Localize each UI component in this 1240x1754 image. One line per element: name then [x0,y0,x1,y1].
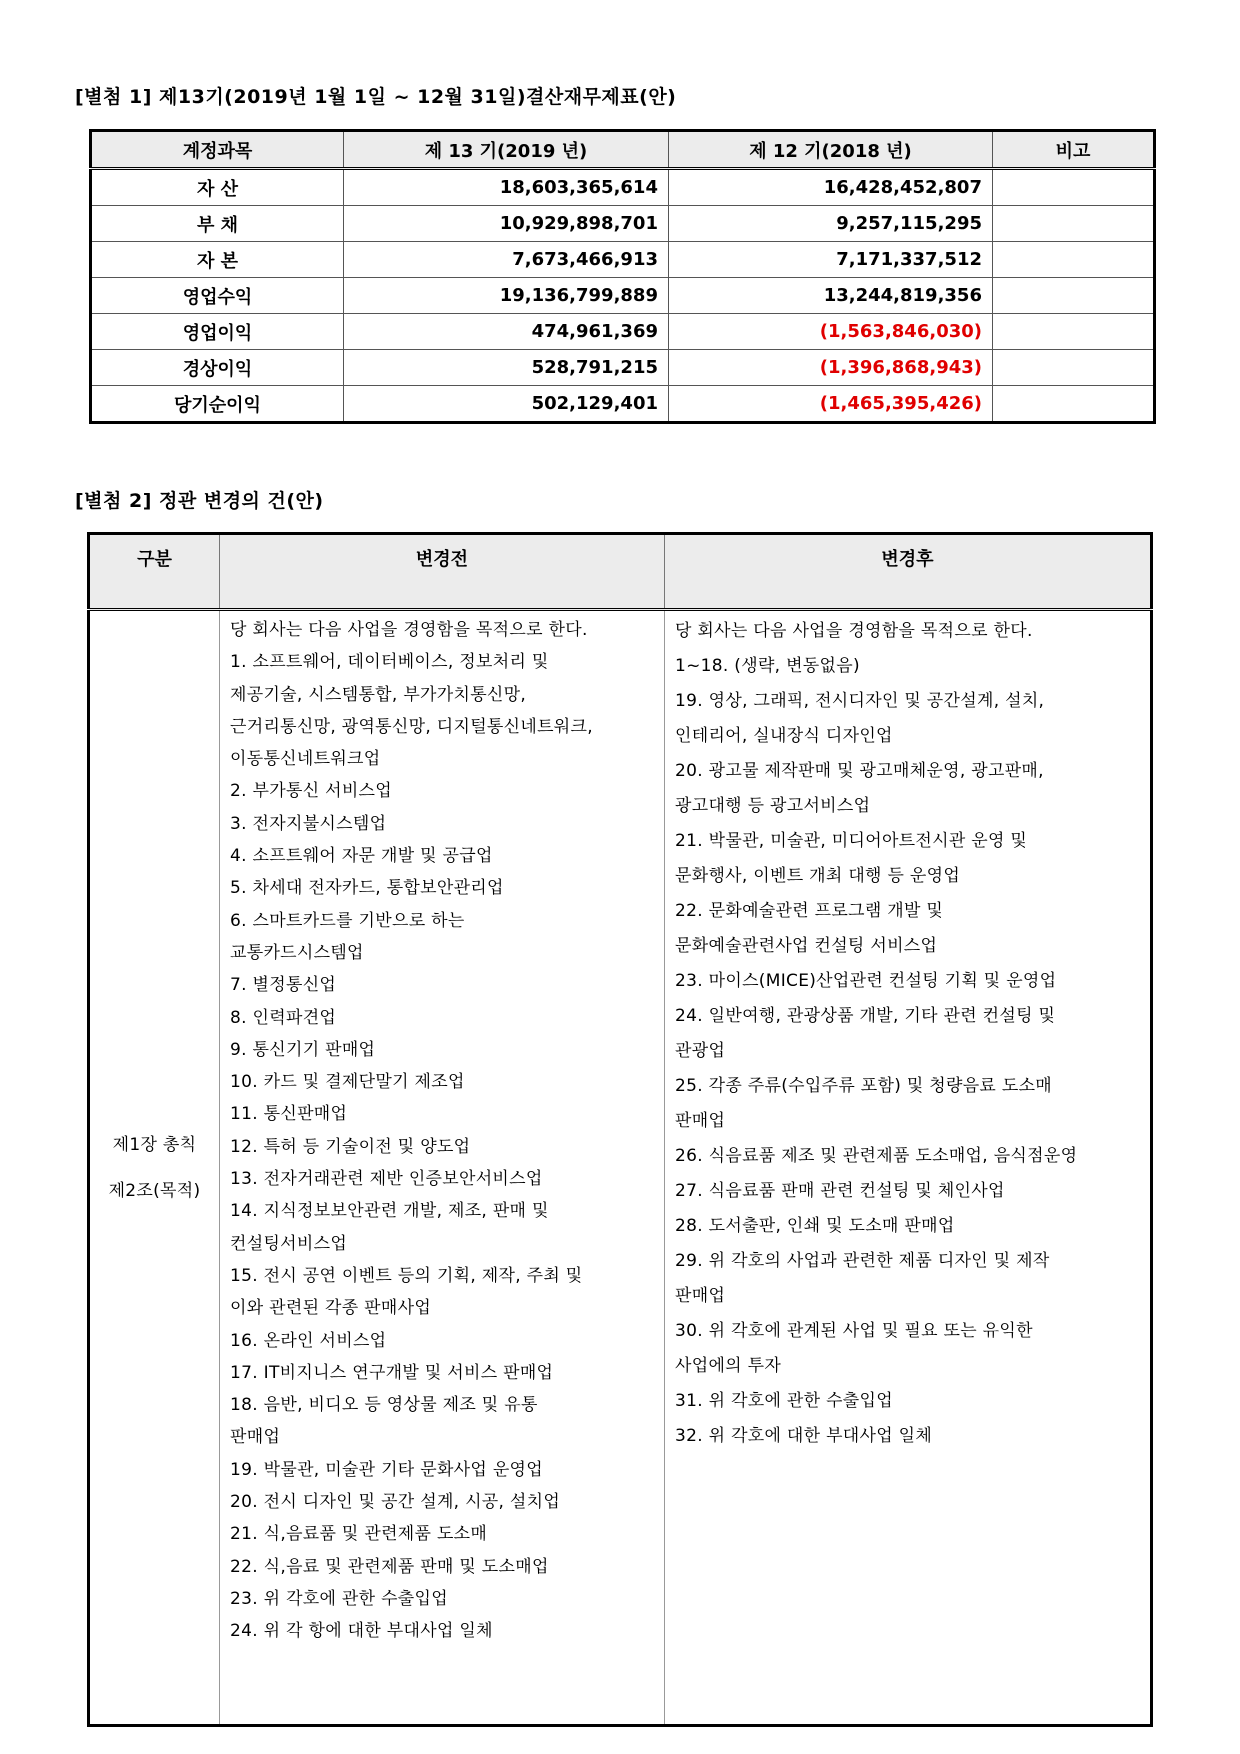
value-2018-cell: (1,396,868,943) [669,350,993,386]
after-item: 사업에의 투자 [675,1356,782,1376]
before-item: 교통카드시스템업 [230,942,364,963]
note-cell [993,386,1155,423]
table-row [91,169,1155,206]
after-item: 32. 위 각호에 대한 부대사업 일체 [675,1426,933,1446]
before-item: 17. IT비지니스 연구개발 및 서비스 판매업 [230,1362,554,1383]
header-note: 비고 [993,131,1155,169]
after-item: 20. 광고물 제작판매 및 광고매체운영, 광고판매, [675,761,1044,781]
before-item: 10. 카드 및 결제단말기 제조업 [230,1072,465,1093]
before-item: 판매업 [230,1427,281,1448]
value-2018-cell: (1,465,395,426) [669,386,993,423]
account-cell: 당기순이익 [91,386,344,423]
after-item: 19. 영상, 그래픽, 전시디자인 및 공간설계, 설치, [675,691,1045,711]
before-item: 이와 관련된 각종 판매사업 [230,1298,432,1319]
gubun-chapter: 제1장 총칙 [112,1134,197,1155]
before-item: 21. 식,음료품 및 관련제품 도소매 [230,1524,488,1545]
after-item: 인테리어, 실내장식 디자인업 [675,726,893,746]
after-item: 문화예술관련사업 컨설팅 서비스업 [675,936,938,956]
financial-table-body [91,169,1155,423]
before-item: 22. 식,음료 및 관련제품 판매 및 도소매업 [230,1556,549,1577]
account-cell: 자 본 [91,242,344,278]
note-cell [993,206,1155,242]
before-item: 19. 박물관, 미술관 기타 문화사업 운영업 [230,1459,543,1480]
before-item: 15. 전시 공연 이벤트 등의 기획, 제작, 주최 및 [230,1265,583,1286]
value-2018-cell: 16,428,452,807 [669,169,993,206]
before-item: 6. 스마트카드를 기반으로 하는 [230,910,465,931]
after-item: 당 회사는 다음 사업을 경영함을 목적으로 한다. [675,621,1033,641]
articles-amendment-table [87,532,1153,1727]
before-cell [220,610,665,1726]
after-item: 판매업 [675,1286,726,1306]
account-cell: 경상이익 [91,350,344,386]
after-item: 24. 일반여행, 관광상품 개발, 기타 관련 컨설팅 및 [675,1006,1056,1026]
account-cell: 부 채 [91,206,344,242]
note-cell [993,169,1155,206]
account-cell: 영업수익 [91,278,344,314]
after-item: 23. 마이스(MICE)산업관련 컨설팅 기획 및 운영업 [675,971,1057,991]
before-item: 20. 전시 디자인 및 공간 설계, 시공, 설치업 [230,1492,561,1513]
financial-statement-table [89,129,1156,424]
note-cell [993,242,1155,278]
value-2019-cell: 502,129,401 [344,386,669,423]
note-cell [993,278,1155,314]
table-row [91,386,1155,423]
table-header-row [89,534,1152,610]
before-item: 제공기술, 시스템통합, 부가가치통신망, [230,684,527,705]
after-item: 관광업 [675,1041,726,1061]
before-item: 24. 위 각 항에 대한 부대사업 일체 [230,1621,493,1642]
table-row [91,242,1155,278]
value-2019-cell: 528,791,215 [344,350,669,386]
before-item: 2. 부가통신 서비스업 [230,781,393,802]
before-item: 9. 통신기기 판매업 [230,1039,376,1060]
before-item: 16. 온라인 서비스업 [230,1330,387,1351]
value-2018-cell: 7,171,337,512 [669,242,993,278]
after-item: 27. 식음료품 판매 관련 컨설팅 및 체인사업 [675,1181,1005,1201]
after-item: 29. 위 각호의 사업과 관련한 제품 디자인 및 제작 [675,1251,1050,1271]
gubun-article: 제2조(목적) [108,1180,201,1201]
before-item: 8. 인력파견업 [230,1007,337,1028]
account-cell: 자 산 [91,169,344,206]
before-item: 13. 전자거래관련 제반 인증보안서비스업 [230,1169,543,1190]
header-after: 변경후 [665,534,1152,610]
value-2019-cell: 7,673,466,913 [344,242,669,278]
before-item: 18. 음반, 비디오 등 영상물 제조 및 유통 [230,1395,538,1416]
table-row [89,610,1152,1726]
before-item: 1. 소프트웨어, 데이터베이스, 정보처리 및 [230,652,549,673]
value-2018-cell: 13,244,819,356 [669,278,993,314]
note-cell [993,314,1155,350]
account-cell: 영업이익 [91,314,344,350]
value-2019-cell: 19,136,799,889 [344,278,669,314]
value-2019-cell: 10,929,898,701 [344,206,669,242]
before-item: 4. 소프트웨어 자문 개발 및 공급업 [230,846,493,867]
after-item: 28. 도서출판, 인쇄 및 도소매 판매업 [675,1216,955,1236]
after-item: 30. 위 각호에 관계된 사업 및 필요 또는 유익한 [675,1321,1033,1341]
value-2019-cell: 474,961,369 [344,314,669,350]
after-item: 21. 박물관, 미술관, 미디어아트전시관 운영 및 [675,831,1028,851]
before-item: 당 회사는 다음 사업을 경영함을 목적으로 한다. [230,620,588,640]
before-item: 12. 특허 등 기술이전 및 양도업 [230,1136,471,1157]
header-gubun: 구분 [89,534,220,610]
after-item: 25. 각종 주류(수입주류 포함) 및 청량음료 도소매 [675,1076,1053,1096]
note-cell [993,350,1155,386]
before-item: 11. 통신판매업 [230,1104,348,1125]
after-item: 광고대행 등 광고서비스업 [675,796,871,816]
after-item: 26. 식음료품 제조 및 관련제품 도소매업, 음식점운영 [675,1146,1078,1166]
section1-title: [별첨 1] 제13기(2019년 1월 1일 ~ 12월 31일)결산재무제표(안) [75,86,677,108]
after-item: 22. 문화예술관련 프로그램 개발 및 [675,901,944,921]
after-item: 1~18. (생략, 변동없음) [675,656,860,676]
before-item: 7. 별정통신업 [230,975,337,996]
before-item: 3. 전자지불시스템업 [230,813,387,834]
before-item: 14. 지식정보보안관련 개발, 제조, 판매 및 [230,1201,549,1222]
header-2019: 제 13 기(2019 년) [344,131,669,169]
after-item: 31. 위 각호에 관한 수출입업 [675,1391,893,1411]
after-item: 판매업 [675,1111,726,1131]
table-header-row [91,131,1155,169]
before-item: 23. 위 각호에 관한 수출입업 [230,1588,448,1609]
before-item: 컨설팅서비스업 [230,1233,348,1254]
header-before: 변경전 [220,534,665,610]
gubun-cell [89,610,220,1726]
header-2018: 제 12 기(2018 년) [669,131,993,169]
section2-title: [별첨 2] 정관 변경의 건(안) [75,490,324,512]
value-2018-cell: 9,257,115,295 [669,206,993,242]
table-row [91,314,1155,350]
table-row [91,278,1155,314]
table-row [91,206,1155,242]
value-2019-cell: 18,603,365,614 [344,169,669,206]
table-row [91,350,1155,386]
before-item: 근거리통신망, 광역통신망, 디지털통신네트워크, [230,716,593,737]
before-item: 5. 차세대 전자카드, 통합보안관리업 [230,878,504,899]
after-item: 문화행사, 이벤트 개최 대행 등 운영업 [675,866,961,886]
after-cell [665,610,1152,1726]
value-2018-cell: (1,563,846,030) [669,314,993,350]
before-item: 이동통신네트워크업 [230,749,381,770]
header-account: 계정과목 [91,131,344,169]
